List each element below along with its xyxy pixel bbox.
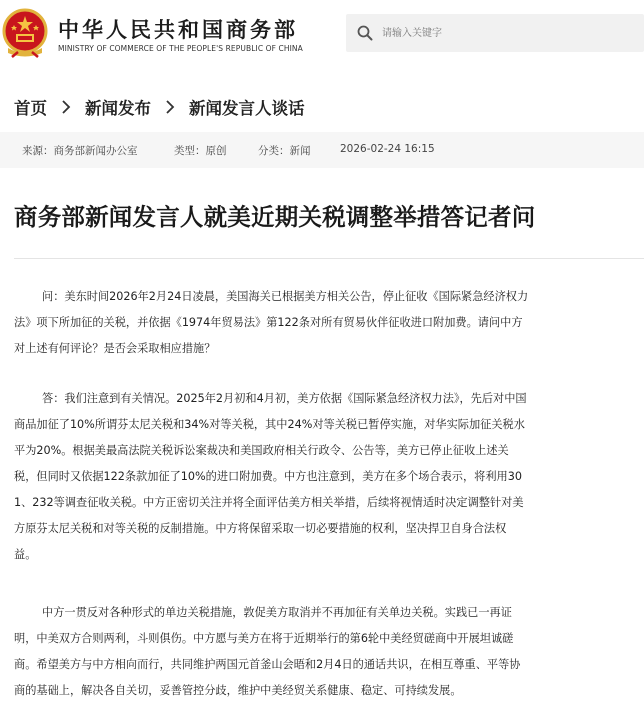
paragraph-line: 方原芬太尼关税和对等关税的反制措施。中方将保留采取一切必要措施的权利，坚决捍卫自身合法权 [14,522,507,535]
breadcrumb-news-release[interactable]: 新闻发布 [85,99,151,118]
search-box[interactable] [346,14,644,52]
paragraph-line: 法》项下所加征的关税，并依据《1974年贸易法》第122条对所有贸易伙伴征收进口附加费。请问中方 [14,316,523,329]
paragraph-line: 中方一贯反对各种形式的单边关税措施，敦促美方取消并不再加征有关单边关税。实践已一再证 [42,606,512,619]
breadcrumb-home[interactable]: 首页 [14,99,47,118]
search-icon[interactable] [356,24,374,42]
breadcrumb [14,93,305,121]
article-title: 商务部新闻发言人就美近期关税调整举措答记者问 [14,203,536,231]
paragraph-line: 税，但同时又依据122条款加征了10%的进口附加费。中方也注意到，美方在多个场合表示，将利用30 [14,470,522,483]
meta-source: 来源：商务部新闻办公室 [22,145,138,157]
paragraph-line: 商。希望美方与中方相向而行，共同维护两国元首釜山会晤和2月4日的通话共识，在相互尊重、平等协 [14,658,521,671]
meta-category: 分类：新闻 [258,145,311,157]
paragraph-line: 答：我们注意到有关情况。2025年2月初和4月初，美方依据《国际紧急经济权力法》，先后对中国 [42,392,527,405]
paragraph-line: 对上述有何评论？是否会采取相应措施？ [14,342,216,355]
paragraph-line: 商品加征了10%所谓芬太尼关税和34%对等关税，其中24%对等关税已暂停实施，对华实际加征关税水 [14,418,525,431]
meta-datetime: 2026-02-24 16:15 [340,143,435,155]
search-input[interactable] [382,23,632,43]
breadcrumb-spokesperson[interactable]: 新闻发言人谈话 [189,99,305,118]
paragraph-line: 平为20%。根据美最高法院关税诉讼案裁决和美国政府相关行政令、公告等，美方已停止征收上述关 [14,444,509,457]
chevron-right-icon [61,99,71,115]
paragraph-line: 明，中美双方合则两利，斗则俱伤。中方愿与美方在将于近期举行的第6轮中美经贸磋商中开展坦诚磋 [14,632,514,645]
site-subtitle: MINISTRY OF COMMERCE OF THE PEOPLE'S REPUBLIC OF CHINA [58,44,303,53]
paragraph-line: 益。 [14,548,37,561]
meta-type: 类型：原创 [174,145,227,157]
divider [14,258,644,259]
article-meta-bar [0,132,644,168]
site-title[interactable]: 中华人民共和国商务部 [58,18,298,42]
site-header [0,0,644,66]
paragraph-line: 1、232等调查征收关税。中方正密切关注并将全面评估美方相关举措，后续将视情适时决定调整针对美 [14,496,524,509]
paragraph-position [14,600,640,704]
paragraph-answer [14,386,640,568]
national-emblem-icon[interactable] [2,8,48,58]
paragraph-question [14,284,640,362]
paragraph-line: 商的基础上，解决各自关切，妥善管控分歧，维护中美经贸关系健康、稳定、可持续发展。 [14,684,462,697]
chevron-right-icon [165,99,175,115]
paragraph-line: 问：美东时间2026年2月24日凌晨，美国海关已根据美方相关公告，停止征收《国际紧急经济权力 [42,290,529,303]
